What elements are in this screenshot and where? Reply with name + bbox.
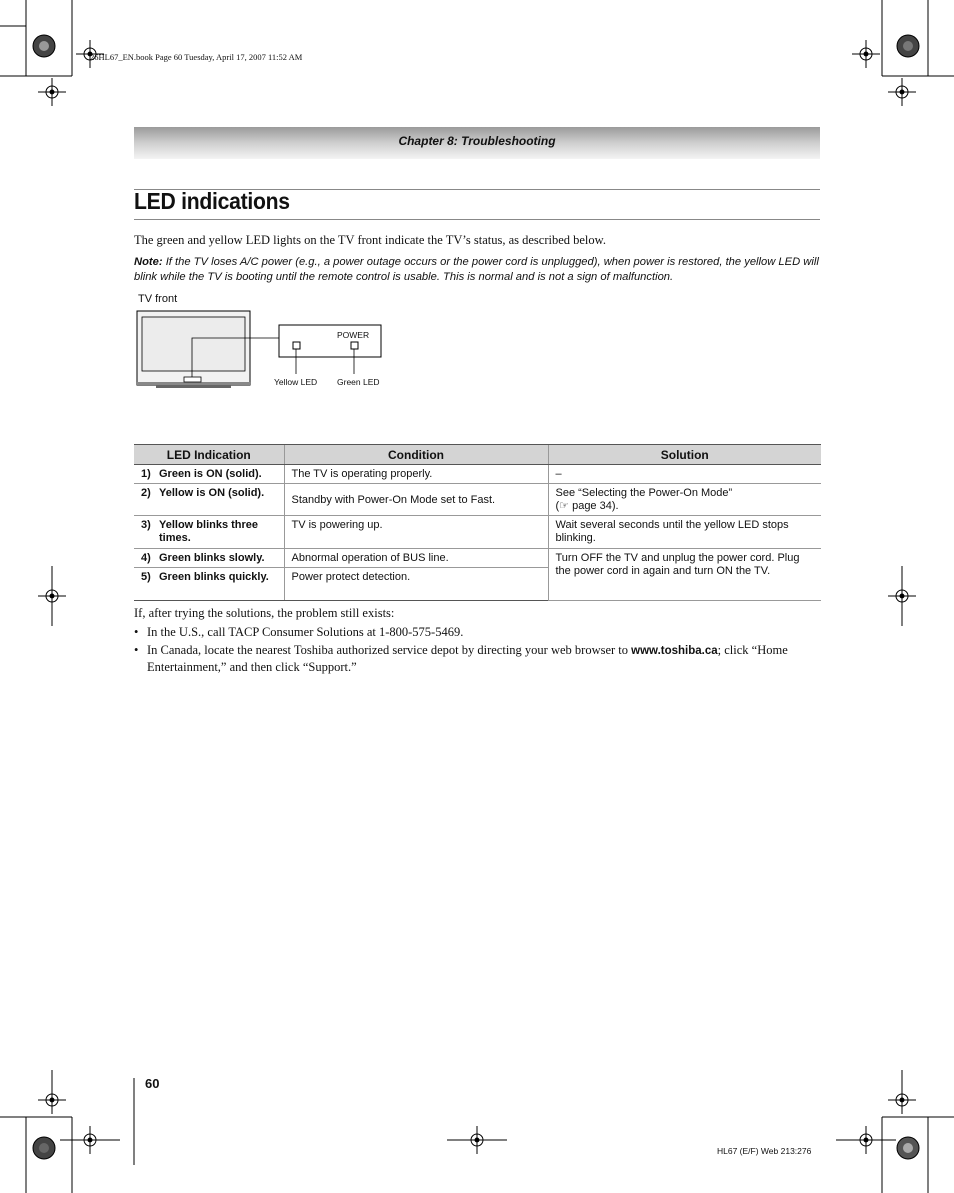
heading-bottom-rule — [134, 219, 820, 220]
condition-cell: The TV is operating properly. — [284, 465, 548, 484]
support-bullet-list — [134, 624, 824, 677]
page-title: LED indications — [134, 188, 290, 214]
table-header-row — [134, 445, 821, 465]
condition-cell: Standby with Power-On Mode set to Fast. — [284, 484, 548, 516]
solution-cell: – — [548, 465, 821, 484]
book-info: 26HL67_EN.book Page 60 Tuesday, April 17, 2007 11:52 AM — [90, 52, 303, 62]
bullet-text: In the U.S., call TACP Consumer Solutions at 1-800-575-5469. — [147, 625, 464, 639]
indication-cell — [134, 484, 284, 516]
power-label: POWER — [337, 330, 370, 340]
indication-text: Yellow is ON (solid). — [159, 487, 265, 499]
page-number: 60 — [145, 1076, 160, 1091]
indication-text: Yellow blinks three times. — [159, 519, 259, 544]
tv-front-diagram — [130, 290, 400, 400]
solution-cell: Wait several seconds until the yellow LED stops blinking. — [548, 516, 821, 549]
indication-text: Green blinks quickly. — [159, 571, 269, 583]
bullet-text-post: ; click “Home Entertainment,” and then click “Support.” — [147, 643, 788, 674]
yellow-led-label: Yellow LED — [274, 377, 318, 387]
indication-cell — [134, 516, 284, 549]
condition-cell: Power protect detection. — [284, 568, 548, 601]
row-number: 4) — [141, 552, 151, 564]
indication-text: Green blinks slowly. — [159, 552, 265, 564]
tv-front-label: TV front — [138, 293, 178, 305]
note-paragraph — [134, 255, 824, 284]
condition-cell: Abnormal operation of BUS line. — [284, 549, 548, 568]
indication-cell — [134, 568, 284, 601]
row-number: 1) — [141, 468, 151, 480]
header-condition: Condition — [284, 445, 548, 465]
table-row — [134, 465, 821, 484]
row-number: 3) — [141, 519, 151, 531]
indication-text: Green is ON (solid). — [159, 468, 262, 480]
table-row — [134, 484, 821, 516]
condition-cell: TV is powering up. — [284, 516, 548, 549]
list-item — [134, 642, 824, 675]
header-led-indication: LED Indication — [134, 445, 284, 465]
footer-code: HL67 (E/F) Web 213:276 — [717, 1146, 812, 1156]
bullet-marker: • — [134, 643, 139, 657]
bullet-text — [147, 642, 824, 675]
solution-cell: Turn OFF the TV and unplug the power cord. Plug the power cord in again and turn ON the TV. — [548, 549, 821, 601]
solution-line: See “Selecting the Power-On Mode” — [555, 487, 733, 499]
list-item — [134, 624, 824, 640]
intro-paragraph: The green and yellow LED lights on the TV front indicate the TV’s status, as described below. — [134, 233, 606, 247]
note-label: Note: — [134, 256, 163, 268]
indication-cell — [134, 465, 284, 484]
row-number: 2) — [141, 487, 151, 499]
led-indication-table — [134, 444, 821, 601]
after-solutions-text: If, after trying the solutions, the problem still exists: — [134, 606, 395, 620]
solution-cell — [548, 484, 821, 516]
table-row — [134, 549, 821, 568]
solution-line: (☞ page 34). — [555, 500, 619, 512]
green-led-label: Green LED — [337, 377, 380, 387]
bullet-marker: • — [134, 625, 139, 639]
row-number: 5) — [141, 571, 151, 583]
chapter-title: Chapter 8: Troubleshooting — [398, 134, 556, 148]
indication-cell — [134, 549, 284, 568]
bullet-text-pre: In Canada, locate the nearest Toshiba authorized service depot by directing your web browser to — [147, 643, 632, 657]
toshiba-website-link[interactable]: www.toshiba.ca — [631, 645, 718, 657]
note-text: If the TV loses A/C power (e.g., a power outage occurs or the power cord is unplugged), when power is restored, the yellow LED will blink while the TV is booting until the remote control is usable. This is normal and is not a sign of malfunction. — [134, 256, 819, 283]
table-row — [134, 516, 821, 549]
header-solution: Solution — [548, 445, 821, 465]
